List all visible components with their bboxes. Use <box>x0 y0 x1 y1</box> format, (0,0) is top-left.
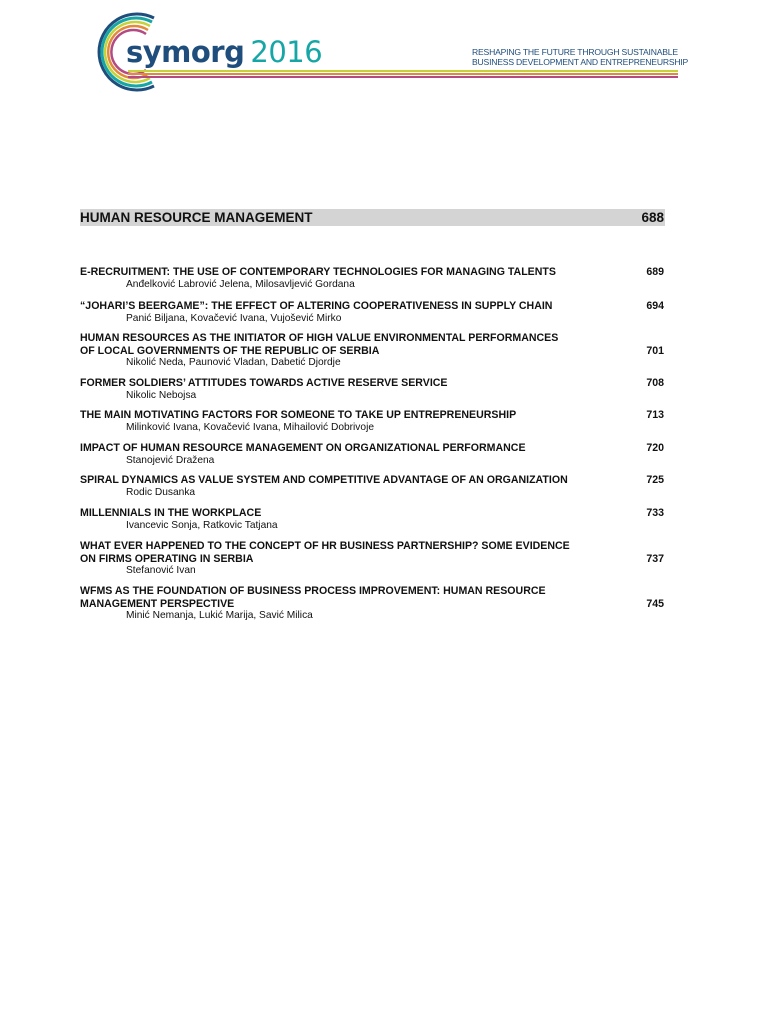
entry-title: MILLENNIALS IN THE WORKPLACE <box>80 507 262 519</box>
toc-entry[interactable] <box>80 300 665 325</box>
entry-page: 720 <box>646 442 664 454</box>
header-rule-green <box>128 70 678 72</box>
entry-authors: Panić Biljana, Kovačević Ivana, Vujošević Mirko <box>126 312 342 324</box>
toc-entry[interactable] <box>80 442 665 467</box>
toc-entry[interactable] <box>80 409 665 434</box>
entry-title: IMPACT OF HUMAN RESOURCE MANAGEMENT ON ORGANIZATIONAL PERFORMANCE <box>80 442 526 454</box>
entry-title: E-RECRUITMENT: THE USE OF CONTEMPORARY TECHNOLOGIES FOR MANAGING TALENTS <box>80 266 556 278</box>
brand-wordmark <box>126 35 323 69</box>
section-heading <box>80 209 665 226</box>
brand-name: symorg <box>126 35 245 69</box>
entry-page: 694 <box>646 300 664 312</box>
brand-year: 2016 <box>250 35 323 69</box>
section-page: 688 <box>641 210 664 225</box>
toc-entry[interactable] <box>80 474 665 499</box>
entry-title: FORMER SOLDIERS’ ATTITUDES TOWARDS ACTIVE RESERVE SERVICE <box>80 377 448 389</box>
entry-authors: Milinković Ivana, Kovačević Ivana, Mihailović Dobrivoje <box>126 421 374 433</box>
tagline-line-1: RESHAPING THE FUTURE THROUGH SUSTAINABLE <box>472 47 678 57</box>
toc-entry[interactable] <box>80 377 665 402</box>
entry-authors: Stanojević Dražena <box>126 454 215 466</box>
entry-page: 745 <box>646 597 664 610</box>
entry-page: 701 <box>646 344 664 357</box>
entry-authors: Ivancevic Sonja, Ratkovic Tatjana <box>126 519 278 531</box>
toc-entry[interactable] <box>80 266 665 291</box>
entry-page: 708 <box>646 377 664 389</box>
toc-entry[interactable] <box>80 540 665 578</box>
entry-title: WHAT EVER HAPPENED TO THE CONCEPT OF HR BUSINESS PARTNERSHIP? SOME EVIDENCE ON FIRMS OPERATING IN SERBIA <box>80 540 570 565</box>
entry-title: HUMAN RESOURCES AS THE INITIATOR OF HIGH VALUE ENVIRONMENTAL PERFORMANCES OF LOCAL GOVERNMENTS OF THE REPUBLIC OF SERBIA <box>80 332 559 357</box>
tagline-line-2: BUSINESS DEVELOPMENT AND ENTREPRENEURSHIP <box>472 57 689 67</box>
entry-authors: Minić Nemanja, Lukić Marija, Savić Milica <box>126 610 313 621</box>
entry-page: 689 <box>646 266 664 278</box>
entry-authors: Rodic Dusanka <box>126 486 196 498</box>
entry-page: 713 <box>646 409 664 421</box>
toc-entry[interactable] <box>80 507 665 532</box>
entry-page: 733 <box>646 507 664 519</box>
entry-title: THE MAIN MOTIVATING FACTORS FOR SOMEONE TO TAKE UP ENTREPRENEURSHIP <box>80 409 517 421</box>
header-rule-magenta <box>128 76 678 78</box>
entry-title: “JOHARI’S BEERGAME”: THE EFFECT OF ALTERING COOPERATIVENESS IN SUPPLY CHAIN <box>80 300 553 312</box>
entry-authors: Stefanović Ivan <box>126 565 196 576</box>
header-rule-orange <box>128 73 678 75</box>
tagline <box>472 47 688 67</box>
entry-authors: Nikolić Neda, Paunović Vladan, Dabetić Djordje <box>126 357 341 368</box>
section-title: HUMAN RESOURCE MANAGEMENT <box>80 210 313 225</box>
entry-title: WFMS AS THE FOUNDATION OF BUSINESS PROCESS IMPROVEMENT: HUMAN RESOURCE MANAGEMENT PERSPECTIVE <box>80 585 546 610</box>
entry-title: SPIRAL DYNAMICS AS VALUE SYSTEM AND COMPETITIVE ADVANTAGE OF AN ORGANIZATION <box>80 474 568 486</box>
entry-authors: Nikolic Nebojsa <box>126 389 197 401</box>
toc-entry[interactable] <box>80 332 665 370</box>
entry-page: 737 <box>646 552 664 565</box>
entry-page: 725 <box>646 474 664 486</box>
toc-entry[interactable] <box>80 585 665 623</box>
page-header <box>0 0 768 110</box>
entry-authors: Anđelković Labrović Jelena, Milosavljević Gordana <box>126 278 355 290</box>
